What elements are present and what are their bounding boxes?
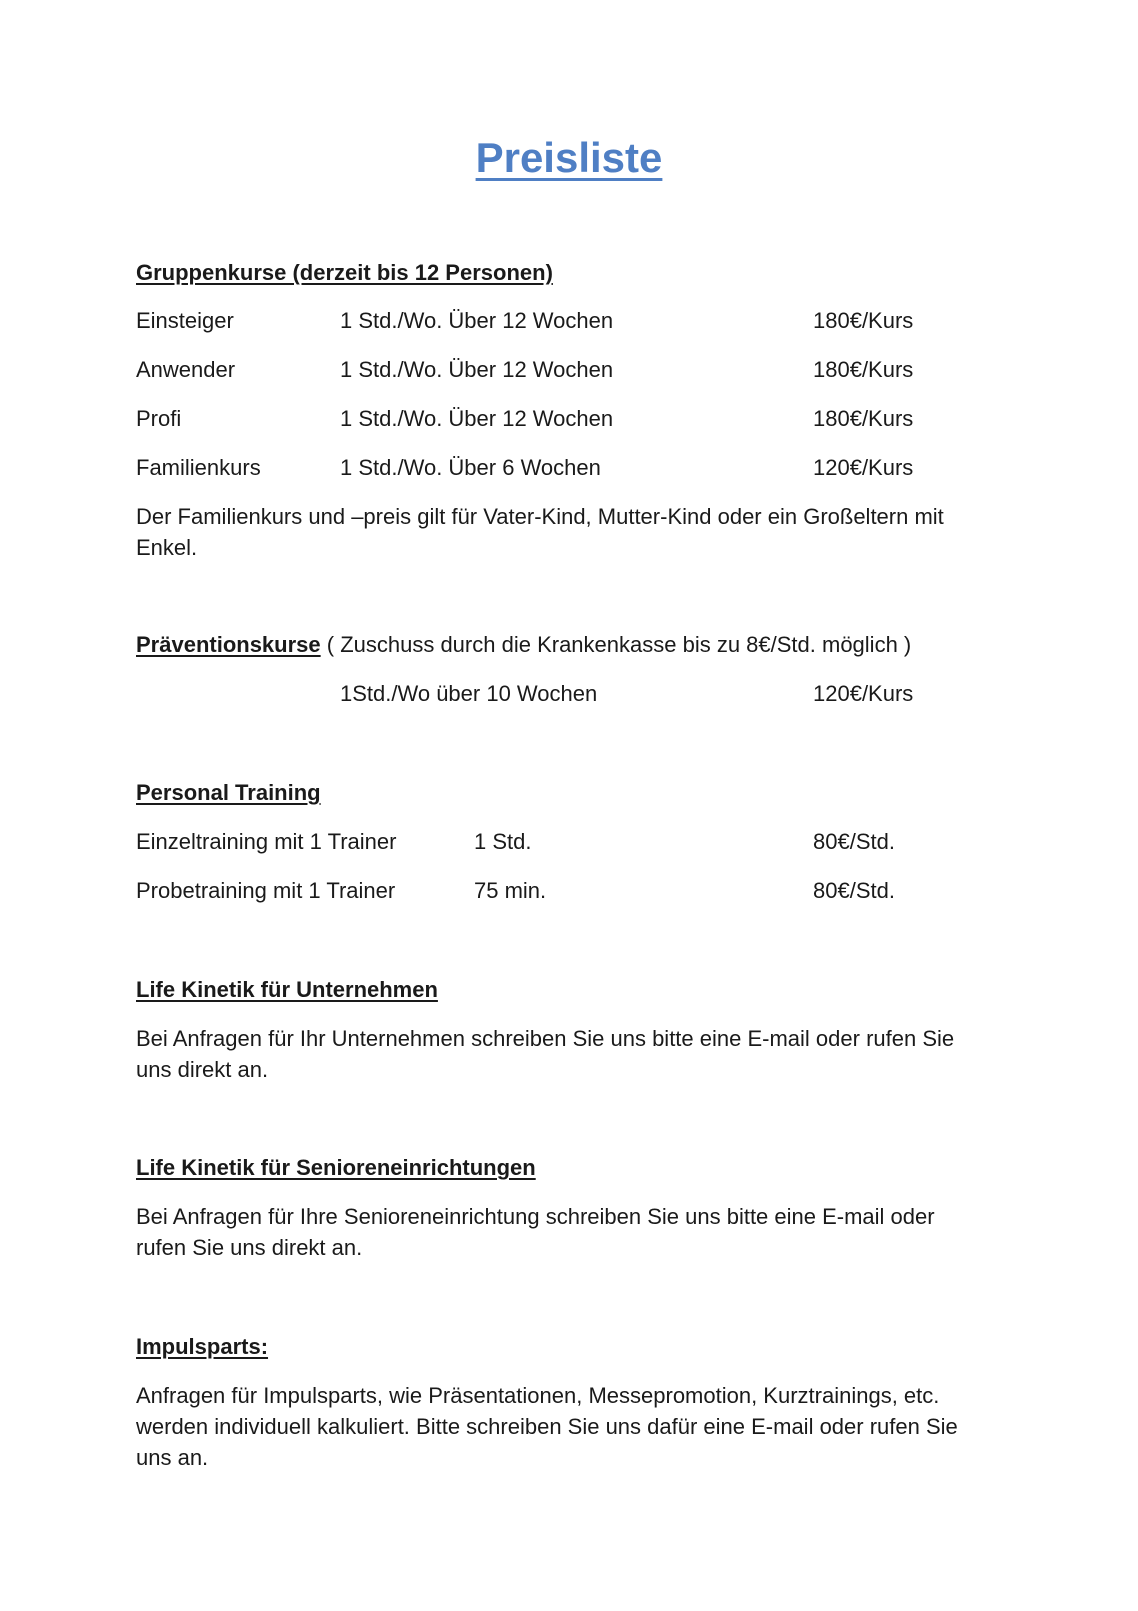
course-duration: 1Std./Wo über 10 Wochen (340, 681, 598, 706)
course-price: 120€/Kurs (813, 455, 914, 480)
family-note-line: Enkel. (136, 535, 198, 560)
course-price: 180€/Kurs (813, 308, 914, 333)
section-heading-personal-training: Personal Training (136, 780, 321, 805)
impulsparts-text-line: werden individuell kalkuliert. Bitte schreiben Sie uns dafür eine E-mail oder rufen Sie (136, 1414, 958, 1439)
section-heading-senioren: Life Kinetik für Senioreneinrichtungen (136, 1155, 536, 1180)
course-duration: 1 Std./Wo. Über 6 Wochen (340, 455, 601, 480)
course-duration: 1 Std./Wo. Über 12 Wochen (340, 308, 614, 333)
impulsparts-text-line: uns an. (136, 1445, 209, 1470)
course-duration: 1 Std./Wo. Über 12 Wochen (340, 357, 614, 382)
training-price: 80€/Std. (813, 878, 895, 903)
training-duration: 1 Std. (474, 829, 532, 854)
course-name: Anwender (136, 357, 236, 382)
section-heading-unternehmen: Life Kinetik für Unternehmen (136, 977, 438, 1002)
training-price: 80€/Std. (813, 829, 895, 854)
training-duration: 75 min. (474, 878, 547, 903)
course-price: 120€/Kurs (813, 681, 914, 706)
senioren-text-line: rufen Sie uns direkt an. (136, 1235, 363, 1260)
unternehmen-text-line: Bei Anfragen für Ihr Unternehmen schreiben Sie uns bitte eine E-mail oder rufen Sie (136, 1026, 955, 1051)
family-note-line: Der Familienkurs und –preis gilt für Vater-Kind, Mutter-Kind oder ein Großeltern mit (136, 504, 944, 529)
section-heading-praevention-row (136, 630, 911, 660)
unternehmen-text-line: uns direkt an. (136, 1057, 269, 1082)
training-name: Einzeltraining mit 1 Trainer (136, 829, 397, 854)
praevention-subtitle: ( Zuschuss durch die Krankenkasse bis zu 8€/Std. möglich ) (320, 632, 912, 657)
section-heading-impulsparts: Impulsparts: (136, 1334, 269, 1359)
training-name: Probetraining mit 1 Trainer (136, 878, 396, 903)
section-heading-praevention: Präventionskurse (136, 632, 321, 657)
page-title: Preisliste (475, 134, 663, 181)
impulsparts-text-line: Anfragen für Impulsparts, wie Präsentationen, Messepromotion, Kurztrainings, etc. (136, 1383, 940, 1408)
senioren-text-line: Bei Anfragen für Ihre Senioreneinrichtung schreiben Sie uns bitte eine E-mail oder (136, 1204, 935, 1229)
course-name: Profi (136, 406, 182, 431)
section-heading-gruppenkurse: Gruppenkurse (derzeit bis 12 Personen) (136, 260, 553, 285)
course-name: Einsteiger (136, 308, 234, 333)
course-price: 180€/Kurs (813, 406, 914, 431)
course-price: 180€/Kurs (813, 357, 914, 382)
course-duration: 1 Std./Wo. Über 12 Wochen (340, 406, 614, 431)
course-name: Familienkurs (136, 455, 261, 480)
